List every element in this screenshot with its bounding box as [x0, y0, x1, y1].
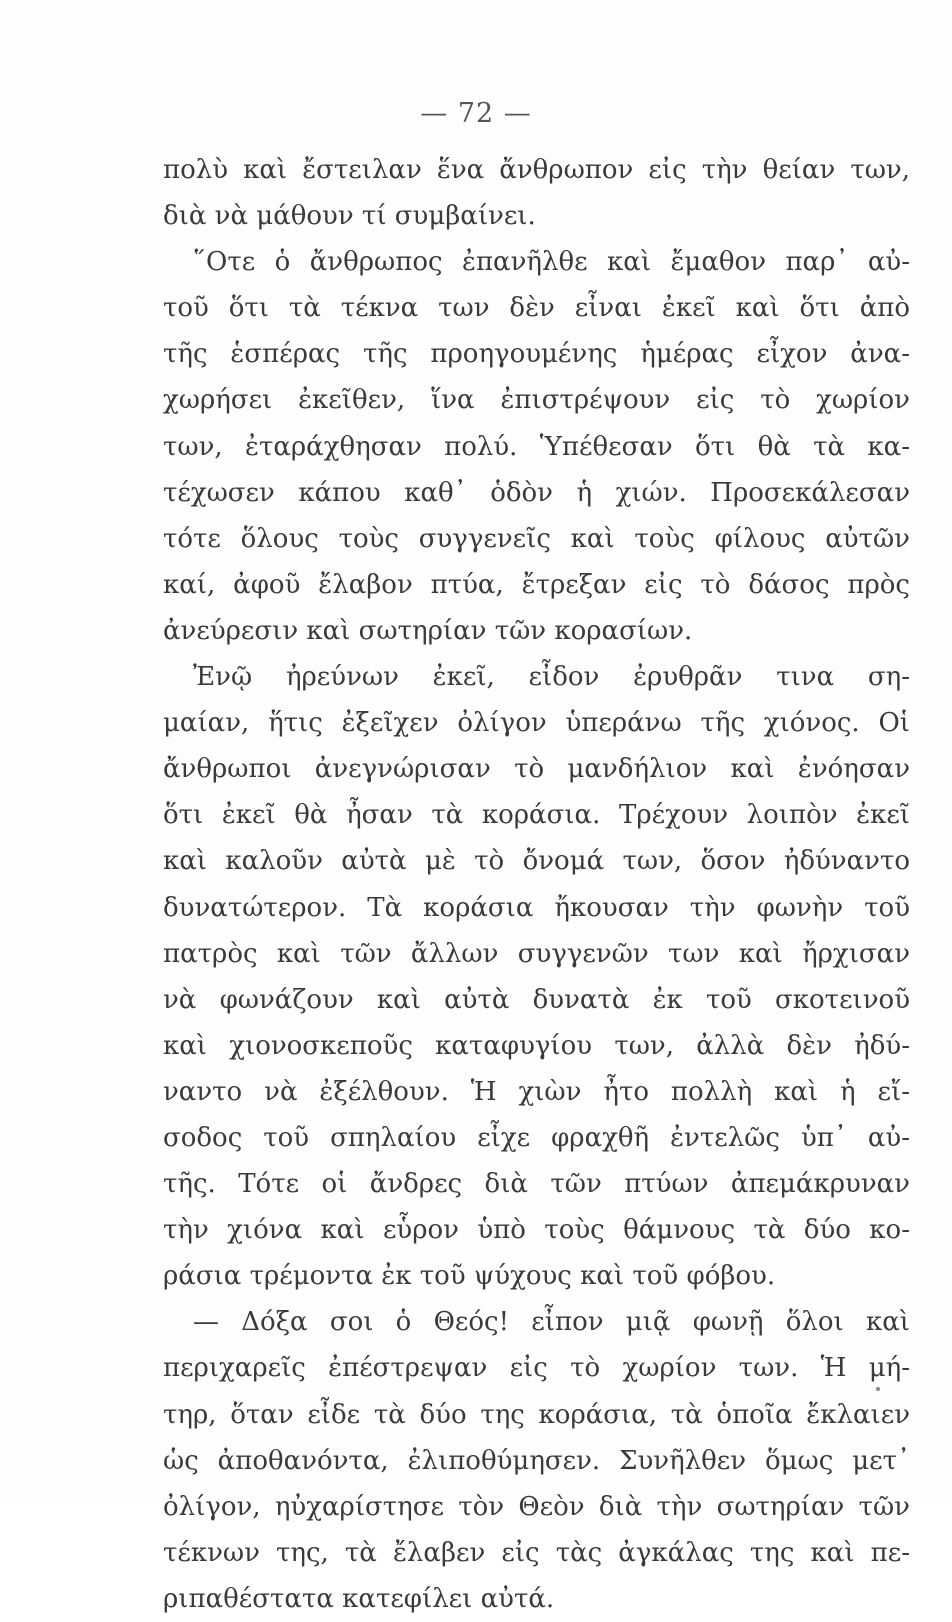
text-line: Ἐνῷ ἠρεύνων ἐκεῖ, εἶδον ἐρυθρᾶν τινα ση- [193, 662, 910, 693]
text-line: — Δόξα σοι ὁ Θεός! εἶπον μιᾷ φωνῇ ὅλοι καὶ [193, 1307, 910, 1338]
text-line: νὰ φωνάζουν καὶ αὐτὰ δυνατὰ ἐκ τοῦ σκοτεινοῦ [163, 984, 910, 1015]
text-line: διὰ νὰ μάθουν τί συμβαίνει. [163, 201, 536, 232]
text-line: πατρὸς καὶ τῶν ἄλλων συγγενῶν των καὶ ἤρχισαν [163, 938, 910, 969]
text-line: καὶ χιονοσκεποῦς καταφυγίου των, ἀλλὰ δὲν ἠδύ- [163, 1030, 910, 1061]
text-line: τῆς ἑσπέρας τῆς προηγουμένης ἡμέρας εἶχον ἀνα- [163, 339, 910, 370]
text-line: τῆς. Τότε οἱ ἄνδρες διὰ τῶν πτύων ἀπεμάκρυναν [163, 1169, 910, 1200]
text-line: καί, ἀφοῦ ἔλαβον πτύα, ἔτρεξαν εἰς τὸ δάσος πρὸς [163, 569, 910, 600]
ink-speck [876, 1387, 880, 1391]
text-line: δυνατώτερον. Τὰ κοράσια ἤκουσαν τὴν φωνὴν τοῦ [163, 892, 910, 923]
text-line: τοῦ ὅτι τὰ τέκνα των δὲν εἶναι ἐκεῖ καὶ ὅτι ἀπὸ [163, 293, 910, 324]
text-line: ἀνεύρεσιν καὶ σωτηρίαν τῶν κορασίων. [163, 615, 693, 646]
body-text [163, 147, 910, 1622]
text-line: χωρήσει ἐκεῖθεν, ἵνα ἐπιστρέψουν εἰς τὸ χωρίον [163, 385, 910, 416]
text-line: καὶ καλοῦν αὐτὰ μὲ τὸ ὄνομά των, ὅσον ἠδύναντο [163, 846, 910, 877]
text-line: τέκνων της, τὰ ἔλαβεν εἰς τὰς ἀγκάλας της καὶ πε- [163, 1537, 910, 1568]
text-line: τὴν χιόνα καὶ εὗρον ὑπὸ τοὺς θάμνους τὰ δύο κο- [163, 1215, 910, 1246]
text-line: πολὺ καὶ ἔστειλαν ἕνα ἄνθρωπον εἰς τὴν θείαν των, [163, 155, 910, 185]
text-line: τέχωσεν κάπου καθ᾽ ὁδὸν ἡ χιών. Προσεκάλεσαν [163, 477, 910, 508]
text-line: ὀλίγον, ηὐχαρίστησε τὸν Θεὸν διὰ τὴν σωτηρίαν τῶν [163, 1491, 910, 1522]
text-line: μαίαν, ἥτις ἐξεῖχεν ὀλίγον ὑπεράνω τῆς χιόνος. Οἱ [163, 708, 910, 739]
text-line: ῞Οτε ὁ ἄνθρωπος ἐπανῆλθε καὶ ἔμαθον παρ᾽ αὐ- [193, 247, 910, 278]
text-line: ριπαθέστατα κατεφίλει αὐτά. [163, 1583, 555, 1614]
text-line: των, ἐταράχθησαν πολύ. Ὑπέθεσαν ὅτι θὰ τὰ κα- [163, 431, 910, 462]
text-line: ναντο νὰ ἐξέλθουν. Ἡ χιὼν ἦτο πολλὴ καὶ ἡ εἴ- [163, 1076, 910, 1107]
text-line: τηρ, ὅταν εἶδε τὰ δύο της κοράσια, τὰ ὁποῖα ἔκλαιεν [163, 1399, 910, 1430]
text-line: ὅτι ἐκεῖ θὰ ἦσαν τὰ κοράσια. Τρέχουν λοιπὸν ἐκεῖ [163, 800, 910, 831]
text-line: σοδος τοῦ σπηλαίου εἶχε φραχθῆ ἐντελῶς ὑπ᾽ αὐ- [163, 1122, 910, 1153]
text-line: περιχαρεῖς ἐπέστρεψαν εἰς τὸ χωρίον των. Ἡ μή- [163, 1353, 910, 1384]
text-line: τότε ὅλους τοὺς συγγενεῖς καὶ τοὺς φίλους αὐτῶν [163, 523, 910, 554]
text-line: ἄνθρωποι ἀνεγνώρισαν τὸ μανδήλιον καὶ ἐνόησαν [163, 754, 910, 785]
text-line: ὡς ἀποθανόντα, ἐλιποθύμησεν. Συνῆλθεν ὅμως μετ᾽ [163, 1445, 910, 1476]
page-number: — 72 — [420, 98, 532, 129]
text-line: ράσια τρέμοντα ἐκ τοῦ ψύχους καὶ τοῦ φόβου. [163, 1261, 776, 1292]
